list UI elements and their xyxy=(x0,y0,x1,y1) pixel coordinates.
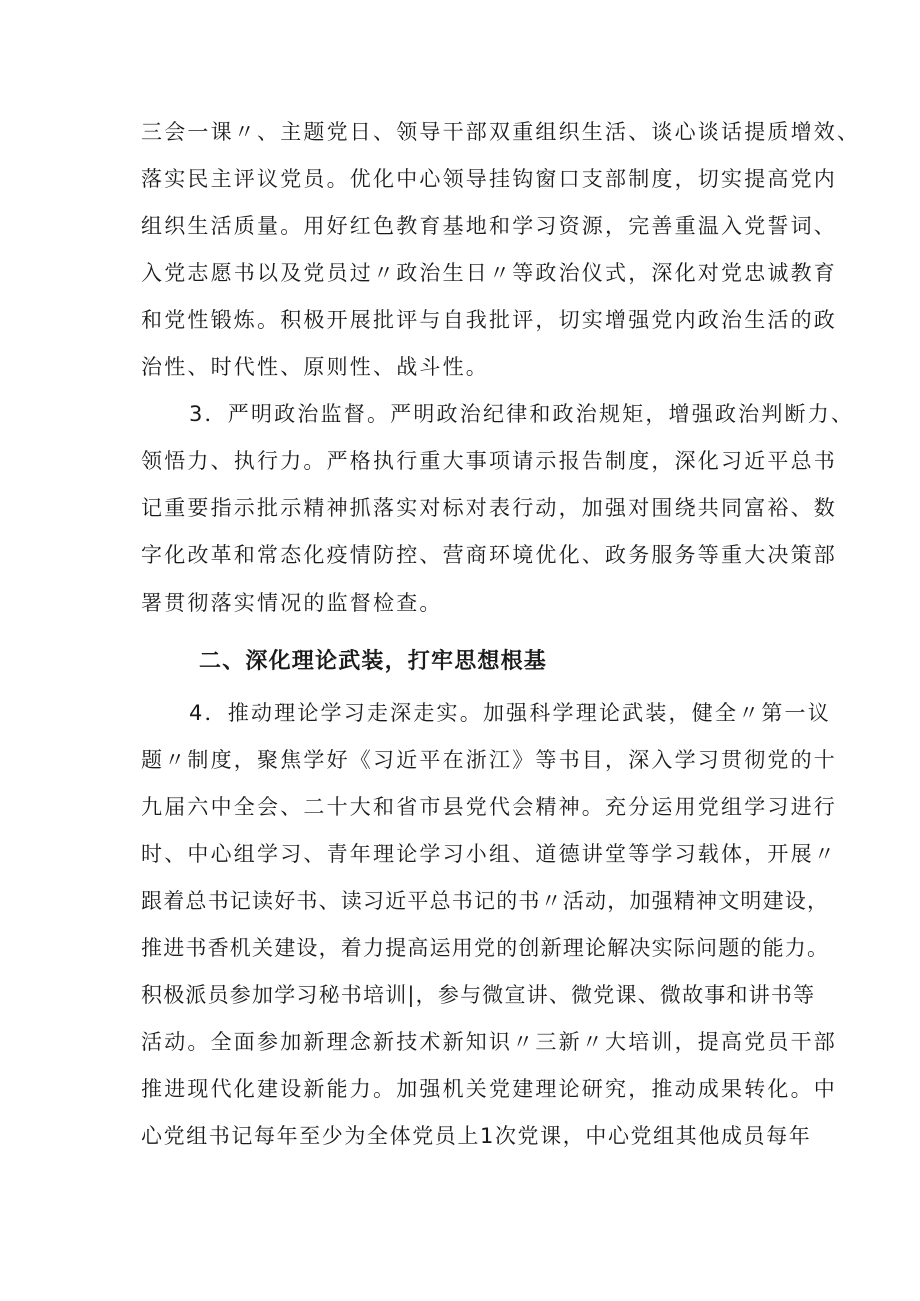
paragraph-line: 组织生活质量。用好红色教育基地和学习资源，完善重温入党誓词、 xyxy=(141,214,837,238)
paragraph-line: 跟着总书记读好书、读习近平总书记的书〃活动，加强精神文明建设， xyxy=(141,889,830,913)
paragraph-line: 积极派员参加学习秘书培训|，参与微宣讲、微党课、微故事和讲书等 xyxy=(141,983,816,1007)
paragraph-line: 心党组书记每年至少为全体党员上1次党课，中心党组其他成员每年 xyxy=(141,1124,812,1148)
paragraph-line: 推进现代化建设新能力。加强机关党建理论研究，推动成果转化。中 xyxy=(141,1077,837,1101)
paragraph-line: 署贯彻落实情况的监督检查。 xyxy=(141,591,443,615)
paragraph-line: 九届六中全会、二十大和省市县党代会精神。充分运用党组学习进行 xyxy=(141,795,837,819)
paragraph-line: 字化改革和常态化疫情防控、营商环境优化、政务服务等重大决策部 xyxy=(141,543,837,567)
paragraph-line: 题〃制度，聚焦学好《习近平在浙江》等书目，深入学习贯彻党的十 xyxy=(141,748,837,772)
paragraph-line: 活动。全面参加新理念新技术新知识〃三新〃大培训，提高党员干部 xyxy=(141,1030,837,1054)
section-heading: 二、深化理论武装，打牢思想根基 xyxy=(199,649,548,674)
paragraph-line: 治性、时代性、原则性、战斗性。 xyxy=(141,355,489,379)
paragraph-line: 时、中心组学习、青年理论学习小组、道德讲堂等学习载体，开展〃 xyxy=(141,842,837,866)
paragraph-line: 落实民主评议党员。优化中心领导挂钩窗口支部制度，切实提高党内 xyxy=(141,167,837,191)
paragraph-line: 4．推动理论学习走深走实。加强科学理论武装，健全〃第一议 xyxy=(189,701,831,725)
paragraph-line: 记重要指示批示精神抓落实对标对表行动，加强对围绕共同富裕、数 xyxy=(141,496,837,520)
paragraph-line: 和党性锻炼。积极开展批评与自我批评，切实增强党内政治生活的政 xyxy=(141,308,837,332)
paragraph-line: 领悟力、执行力。严格执行重大事项请示报告制度，深化习近平总书 xyxy=(141,449,837,473)
paragraph-line: 三会一课〃、主题党日、领导干部双重组织生活、谈心谈话提质增效、 xyxy=(141,120,861,144)
paragraph-line: 入党志愿书以及党员过〃政治生日〃等政治仪式，深化对党忠诚教育 xyxy=(141,261,837,285)
paragraph-line: 推进书香机关建设，着力提高运用党的创新理论解决实际问题的能力。 xyxy=(141,936,830,960)
paragraph-line: 3．严明政治监督。严明政治纪律和政治规矩，增强政治判断力、 xyxy=(189,402,855,426)
